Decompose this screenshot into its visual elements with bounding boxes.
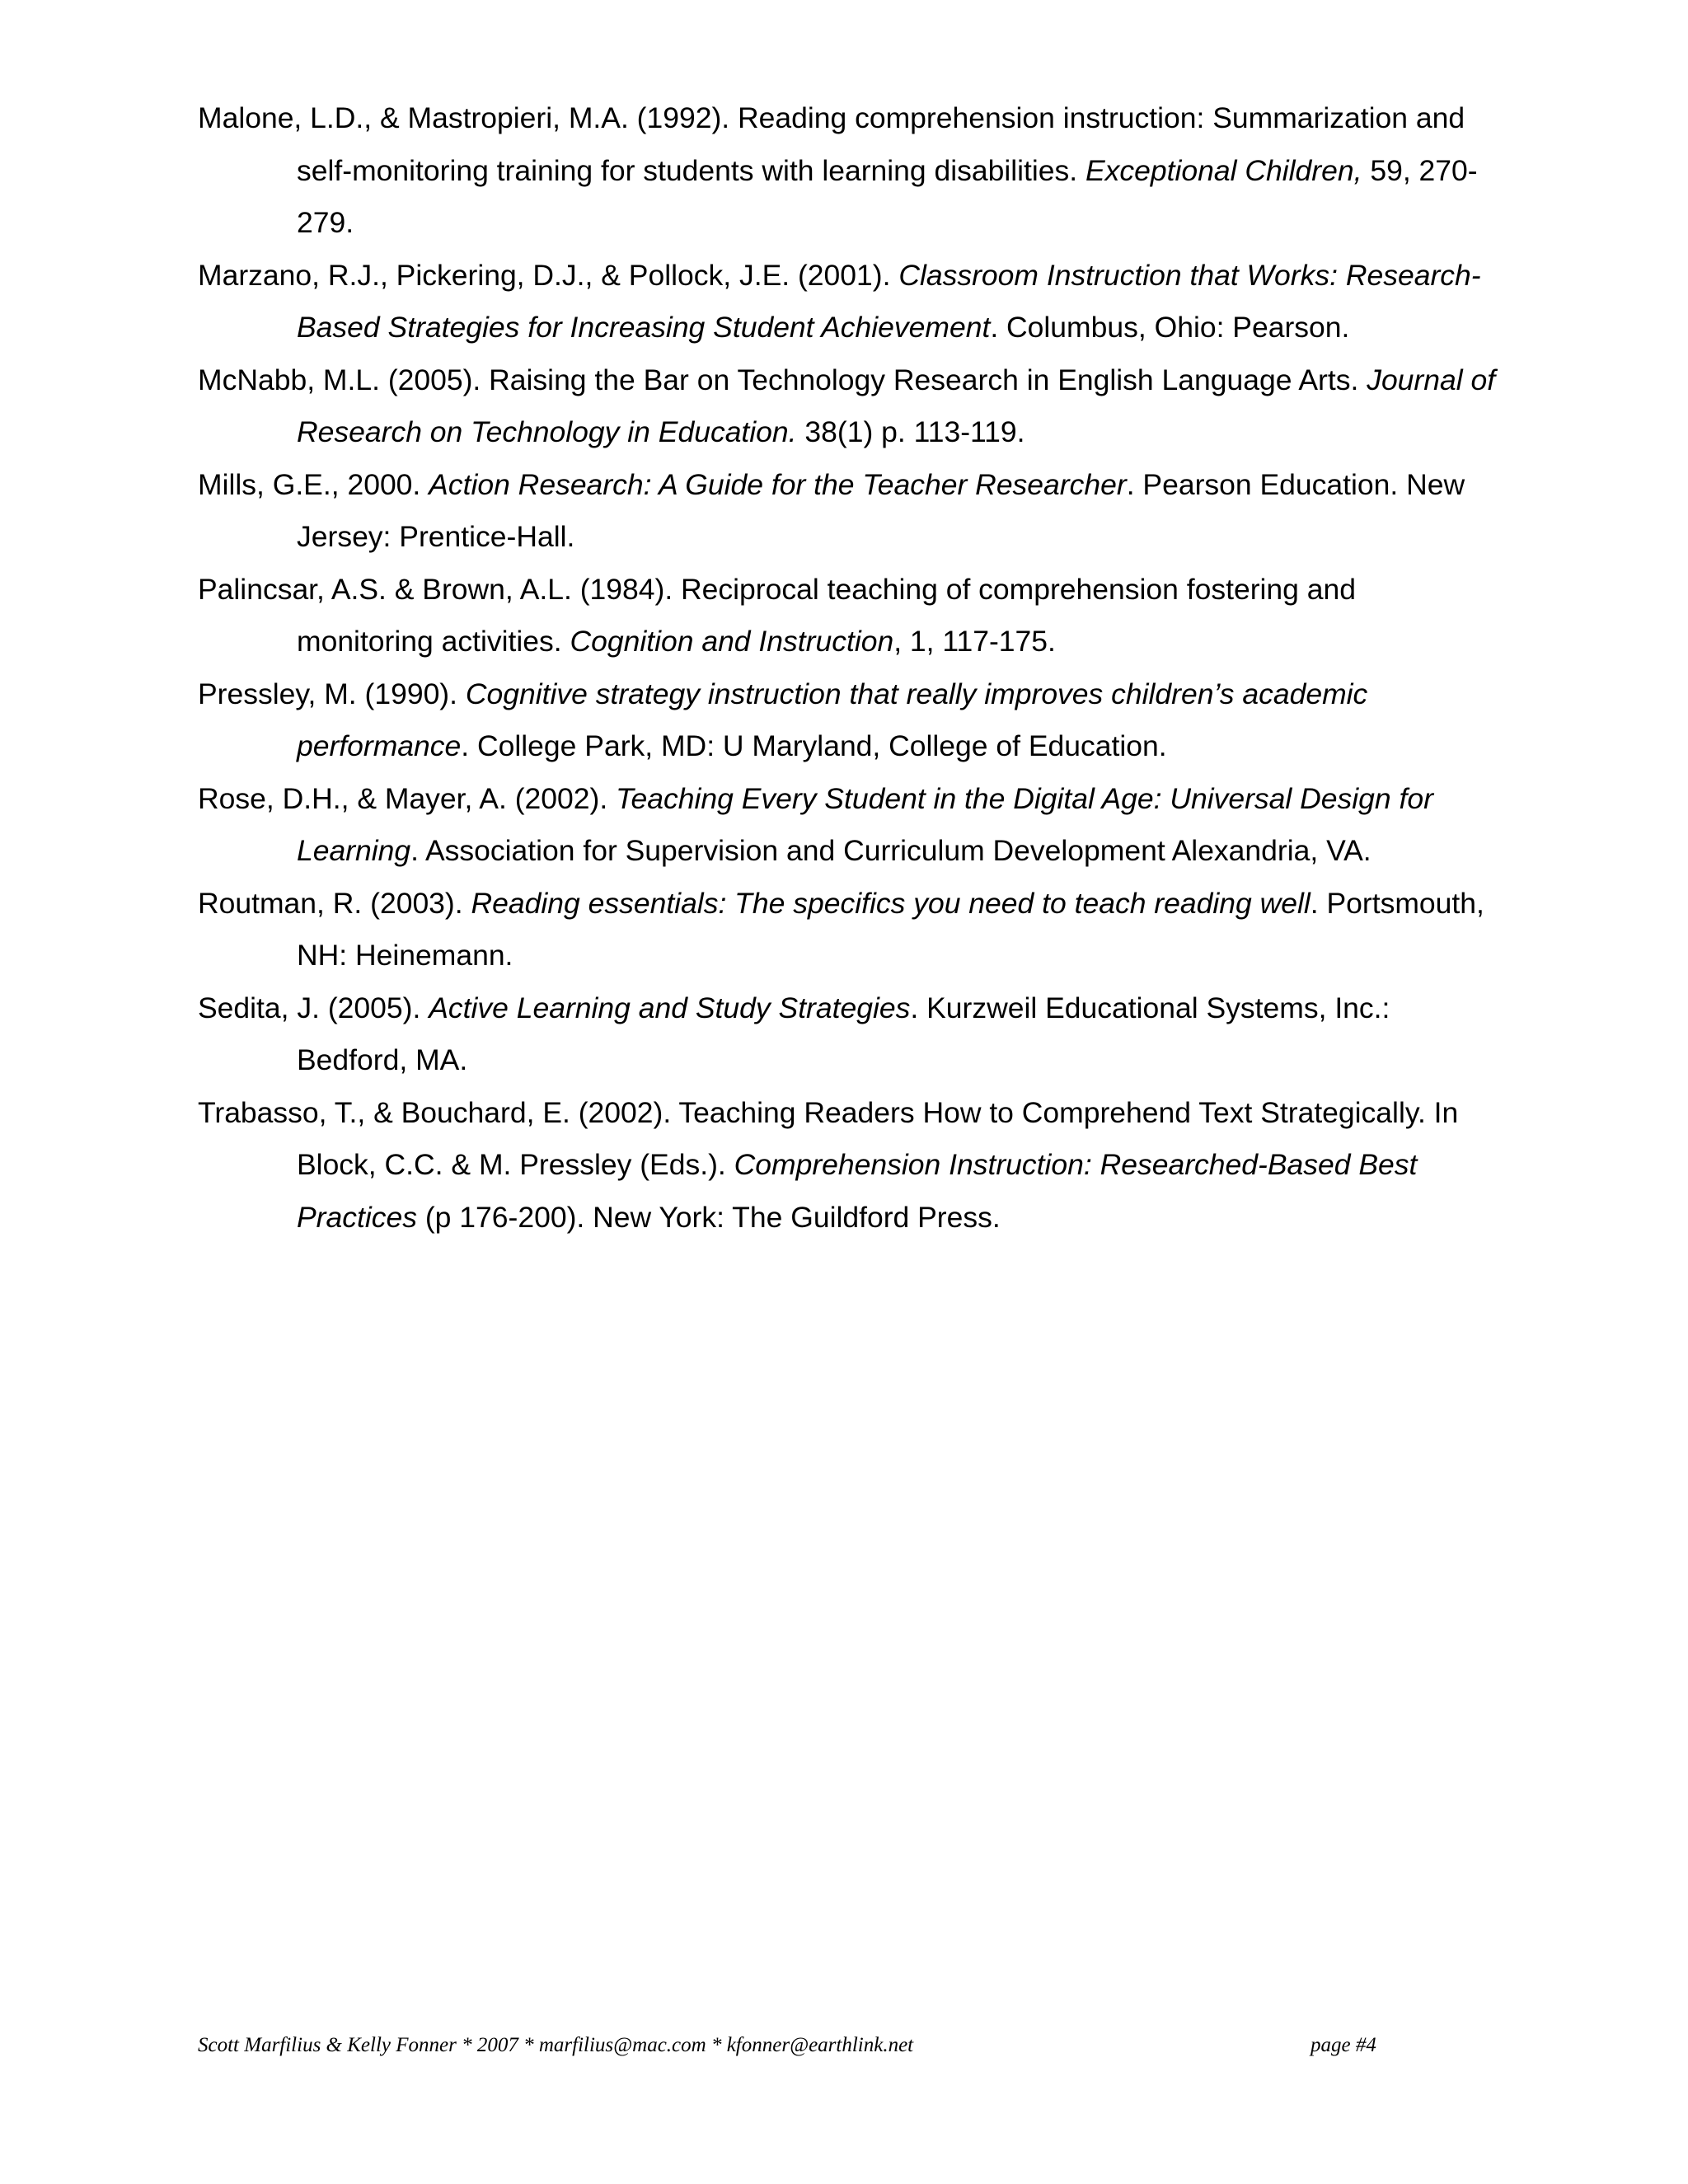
reference-text: McNabb, M.L. (2005). Raising the Bar on Technology Research in English Language Arts. [198, 363, 1367, 396]
reference-entry [198, 354, 1500, 459]
reference-text: 59, 270-279. [297, 153, 1478, 239]
reference-text: Rose, D.H., & Mayer, A. (2002). [198, 781, 617, 815]
reference-title: Journal of Research on Technology in Education. [297, 363, 1496, 448]
reference-title: Classroom Instruction that Works: Research-Based Strategies for Increasing Student Achievement [297, 258, 1481, 344]
reference-title: Cognition and Instruction [570, 625, 894, 658]
reference-title: Active Learning and Study Strategies [429, 991, 911, 1024]
reference-text: Malone, L.D., & Mastropieri, M.A. (1992). Reading comprehension instruction: Summarization and self-monitoring training for students with learning disabilities. [198, 101, 1465, 187]
reference-text: Mills, G.E., 2000. [198, 467, 429, 501]
reference-entry [198, 250, 1500, 354]
reference-text: Trabasso, T., & Bouchard, E. (2002). Teaching Readers How to Comprehend Text Strategically. In Block, C.C. & M. Pressley (Eds.). [198, 1095, 1459, 1181]
reference-text: . Portsmouth, NH: Heinemann. [297, 886, 1484, 972]
reference-entry [198, 459, 1500, 564]
reference-text: , 1, 117-175. [893, 625, 1056, 658]
footer-credits: Scott Marfilius & Kelly Fonner * 2007 * marfilius@mac.com * kfonner@earthlink.net [198, 2034, 914, 2056]
reference-entry [198, 668, 1500, 773]
reference-text: . Pearson Education. New Jersey: Prentice-Hall. [297, 467, 1465, 553]
reference-text: Routman, R. (2003). [198, 886, 471, 920]
reference-text: . Kurzweil Educational Systems, Inc.: Bedford, MA. [297, 991, 1390, 1076]
reference-title: Reading essentials: The specifics you need to teach reading well [471, 886, 1311, 920]
reference-text: Sedita, J. (2005). [198, 991, 429, 1024]
reference-text: Pressley, M. (1990). [198, 677, 466, 710]
reference-text: (p 176-200). New York: The Guildford Press. [417, 1200, 1001, 1234]
reference-title: Action Research: A Guide for the Teacher Researcher [429, 467, 1127, 501]
reference-title: Comprehension Instruction: Researched-Based Best Practices [297, 1148, 1418, 1234]
reference-text: . Columbus, Ohio: Pearson. [990, 311, 1350, 344]
reference-text: . College Park, MD: U Maryland, College of Education. [461, 729, 1167, 762]
reference-title: Teaching Every Student in the Digital Age: Universal Design for Learning [297, 781, 1433, 867]
reference-entry [198, 564, 1500, 668]
reference-list [198, 92, 1500, 1244]
reference-entry [198, 878, 1500, 982]
reference-text: Marzano, R.J., Pickering, D.J., & Pollock, J.E. (2001). [198, 258, 899, 292]
reference-text: Palincsar, A.S. & Brown, A.L. (1984). Reciprocal teaching of comprehension fostering and monitoring activities. [198, 572, 1357, 658]
page-number: page #4 [1311, 2034, 1376, 2056]
reference-text: . Association for Supervision and Curriculum Development Alexandria, VA. [410, 834, 1372, 867]
reference-text: 38(1) p. 113-119. [796, 415, 1025, 448]
reference-entry [198, 773, 1500, 878]
reference-entry [198, 92, 1500, 250]
reference-entry [198, 1087, 1500, 1244]
reference-title: Cognitive strategy instruction that really improves children’s academic performance [297, 677, 1368, 762]
reference-entry [198, 982, 1500, 1087]
reference-title: Exceptional Children, [1085, 153, 1362, 187]
